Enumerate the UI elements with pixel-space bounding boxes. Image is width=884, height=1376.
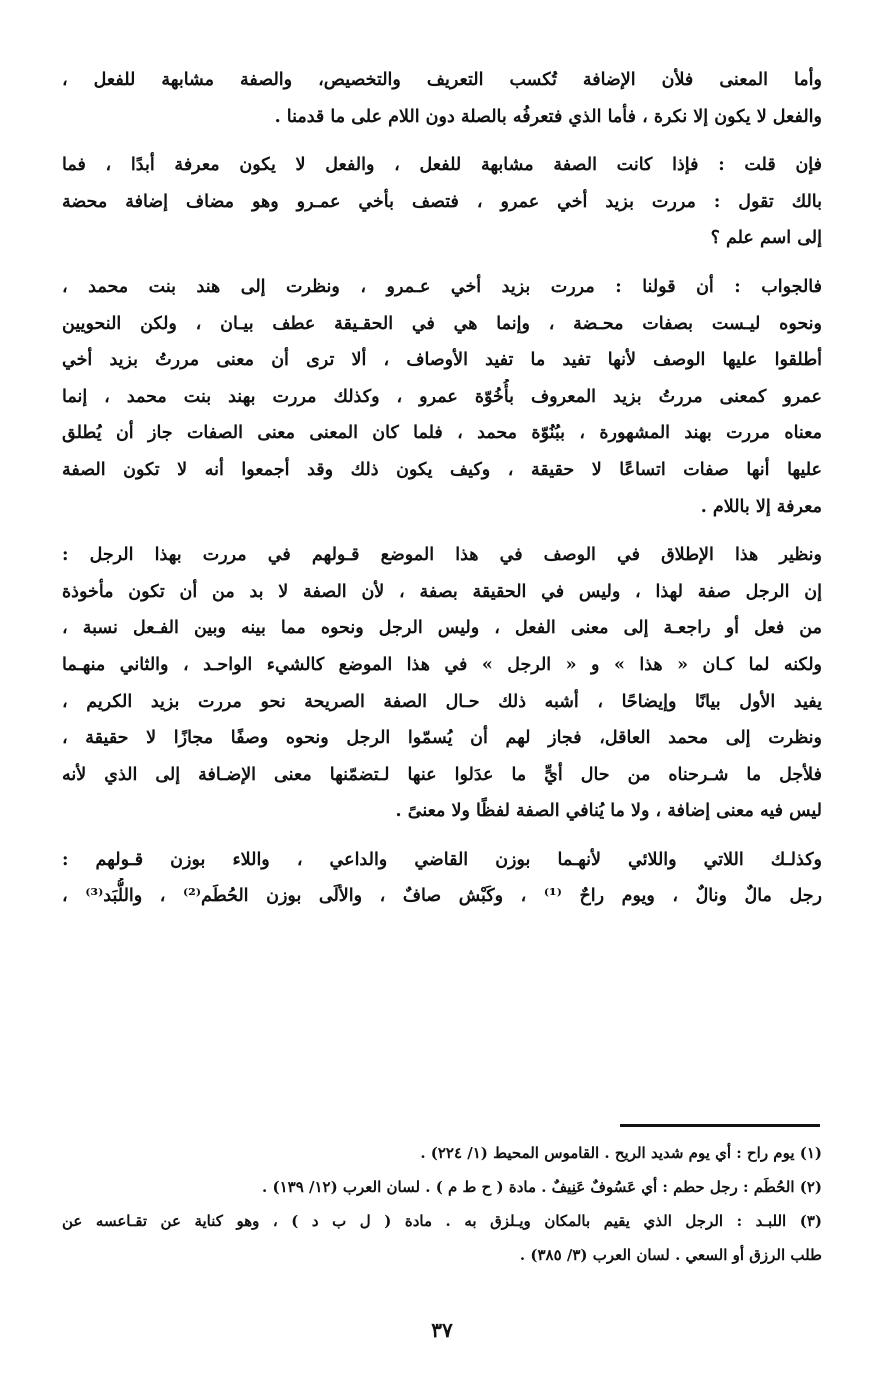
footnote-line: (٢) الحُطَم : رجل حطم : أي عَسُوفٌ عَنِيفٌ . مادة ( ح ط م ) . لسان العرب (١٢/ ١٣٩) . [262,1178,822,1196]
text-line: ونحوه ليـست بصفات محـضة ، وإنما هي في الحقـيقة عطف بيـان ، ولكن النحويين [62,313,822,334]
text-line: أطلقوا عليها الوصف لأنها تفيد ما تفيد الأوصاف ، ألا ترى أن معنى مررتُ بزيد أخي [62,350,822,371]
text-line: يفيد الأول بيانًا وإيضاحًا ، أشبه ذلك حـال الصفة الصريحة نحو مررت بزيد الكريم ، [62,691,822,712]
paragraph-3 [62,269,822,525]
text-line: ولكنه لما كـان « هذا » و « الرجل » في هذا الموضع كالشيء الواحـد ، والثاني منهـما [62,654,822,675]
text-line: رجل مالٌ ونالٌ ، ويوم راحٌ ⁽¹⁾ ، وكَبْش صافٌ ، والألَى بوزن الحُطَم⁽²⁾ ، واللُّبَد⁽³⁾ ، [62,886,822,907]
footnote-3 [62,1204,822,1272]
footnotes [62,1136,822,1272]
text-line: فإن قلت : فإذا كانت الصفة مشابهة للفعل ، والفعل لا يكون معرفة أبدًا ، فما [62,155,822,176]
paragraph-1 [62,62,822,135]
text-line: وأما المعنى فلأن الإضافة تُكسب التعريف والتخصيص، والصفة مشابهة للفعل ، [62,70,822,90]
text-line: عمرو كمعنى مررتُ بزيد المعروف بأُخُوّة عمرو ، وكذلك مررت بهند بنت محمد ، إنما [62,386,822,407]
text-line: فالجواب : أن قولنا : مررت بزيد أخي عـمرو ، ونظرت إلى هند بنت محمد ، [62,276,822,297]
text-line: إن الرجل صفة لهذا ، وليس في الحقيقة بصفة ، لأن الصفة لا بد من أن تكون مأخوذة [62,581,822,602]
main-text [62,62,822,927]
footnote-divider [620,1124,820,1127]
text-line: وكذلـك اللاتي واللائي لأنهـما بوزن القاضي والداعي ، واللاء بوزن قـولهم : [62,849,822,870]
text-line: معناه مررت بهند المشهورة ، ببُنُوّة محمد ، فلما كان المعنى معنى الصفات جاز أن يُطلق [62,423,822,444]
footnote-line: (١) يوم راح : أي يوم شديد الريح . القاموس المحيط (١/ ٢٢٤) . [420,1144,822,1162]
text-line: ونظرت إلى محمد العاقل، فجاز لهم أن يُسمّوا الرجل ونحوه وصفًا مجازًا لا حقيقة ، [62,728,822,749]
text-line: عليها أنها صفات اتساعًا لا حقيقة ، وكيف يكون ذلك وقد أجمعوا أنه لا تكون الصفة [62,459,822,480]
footnote-line: طلب الرزق أو السعي . لسان العرب (٣/ ٣٨٥) . [519,1246,822,1264]
footnote-2 [62,1170,822,1204]
text-line: ليس فيه معنى إضافة ، ولا ما يُنافي الصفة لفظًا ولا معنىً . [395,801,822,822]
text-line: من فعل أو راجعـة إلى معنى الفعل ، وليس الرجل ونحوه مما بينه وبين الفـعل نسبة ، [62,618,822,639]
paragraph-4 [62,537,822,830]
text-line: فلأجل ما شـرحناه من حال أيٍّ ما عدَلوا عنها لـتضمّنها معنى الإضـافة إلى الذي لأنه [62,764,822,785]
text-line: إلى اسم علم ؟ [710,228,822,249]
paragraph-2 [62,147,822,257]
text-line: بالك تقول : مررت بزيد أخي عمرو ، فتصف بأخي عمـرو وهو مضاف إضافة محضة [62,191,822,212]
text-line: والفعل لا يكون إلا نكرة ، فأما الذي فتعرفُه بالصلة دون اللام على ما قدمنا . [274,106,822,127]
paragraph-5 [62,842,822,915]
footnote-line: (٣) اللبـد : الرجل الذي يقيم بالمكان ويـلزق به . مادة ( ل ب د ) ، وهو كناية عن تقـاعسه عن [62,1212,822,1230]
text-line: ونظير هذا الإطلاق في الوصف في هذا الموضع قـولهم في مررت بهذا الرجل : [62,545,822,566]
page-number: ٣٧ [431,1318,453,1342]
text-line: معرفة إلا باللام . [700,496,822,517]
footnote-1 [62,1136,822,1170]
